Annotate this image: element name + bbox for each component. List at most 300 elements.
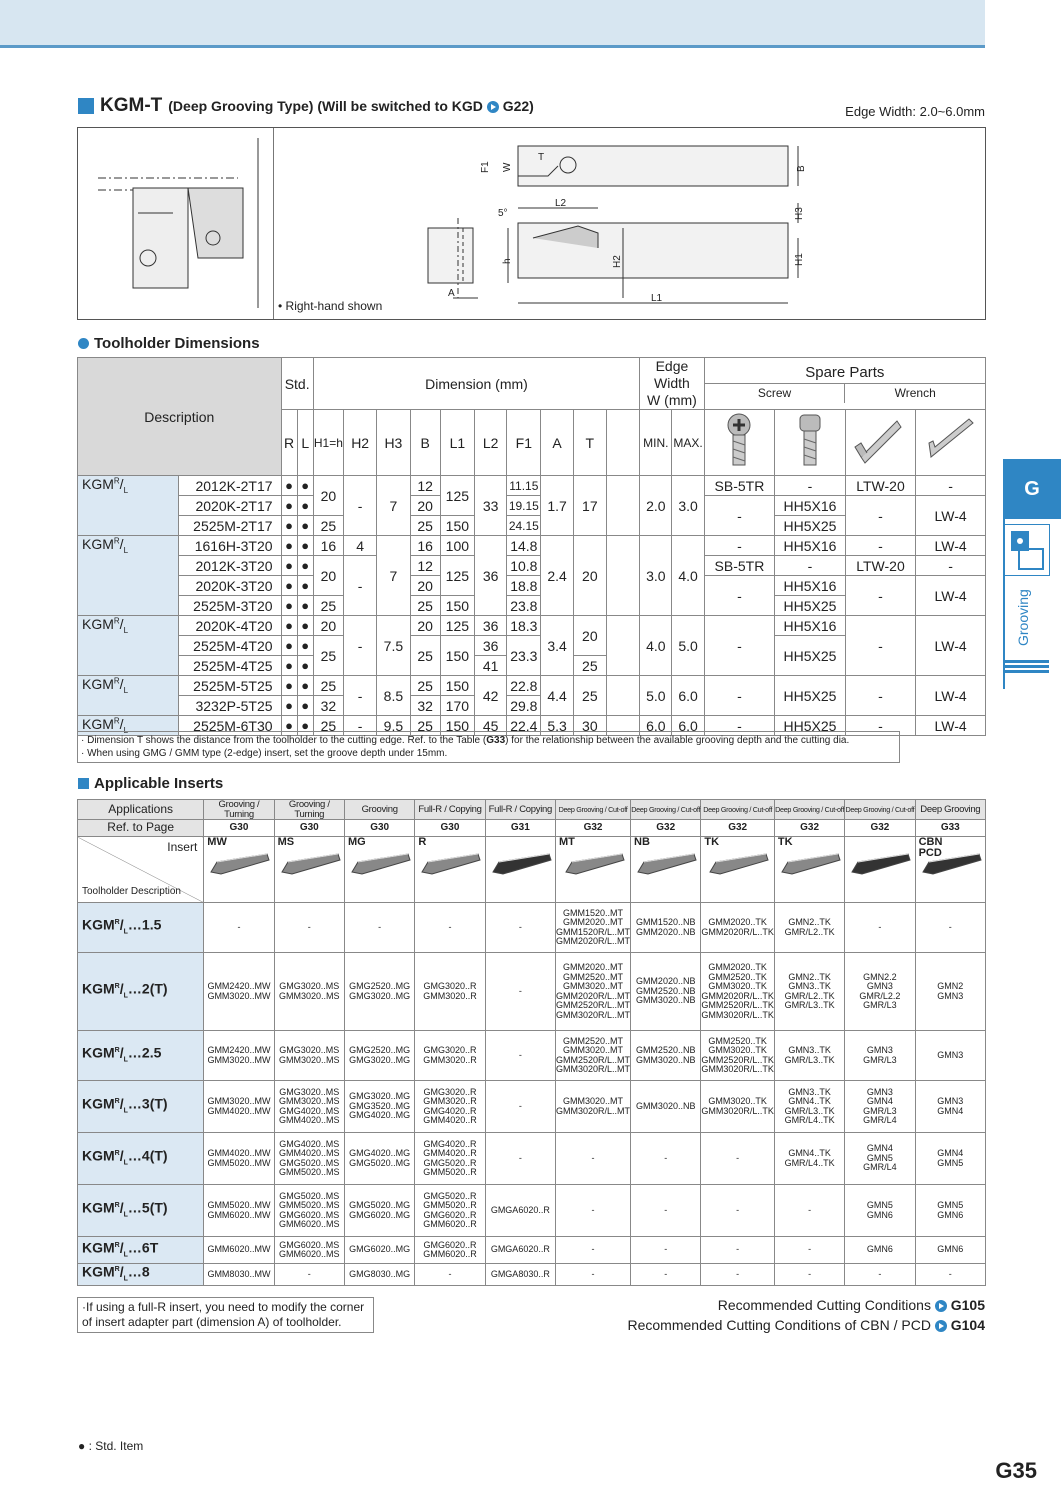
insert-image-cell: MT — [556, 837, 631, 903]
cell-a: 3.4 — [541, 616, 573, 676]
app-cell: Deep Grooving / Cut-off — [556, 800, 631, 820]
insert-icon — [209, 852, 271, 876]
insert-row — [78, 1081, 986, 1133]
cell-f1: 24.15 — [507, 516, 541, 536]
cell-b: 20 — [410, 576, 440, 596]
dim-label-h2: H2 — [612, 255, 623, 268]
cell-max: 4.0 — [672, 536, 704, 616]
cell-h3: 9.5 — [377, 716, 410, 736]
dim-label-a: A — [448, 288, 455, 299]
std-r: ● — [281, 696, 297, 716]
cell-x — [606, 476, 639, 536]
insert-row-desc: $KGM^R/_L\dots 2.5$ — [78, 1031, 204, 1081]
insert-icon — [350, 852, 412, 876]
kgm-label: $KGM^R/_L$ — [78, 616, 179, 676]
toolholder-code: 2012K-2T17 — [178, 476, 281, 496]
insert-cell: GMM4020..MW GMM5020..MW — [204, 1133, 274, 1185]
insert-image-cell: MG — [344, 837, 414, 903]
insert-cell: - — [415, 1264, 485, 1286]
cell-h3: 7 — [377, 536, 410, 616]
cell-b: 20 — [410, 496, 440, 516]
insert-cell: - — [774, 1237, 844, 1264]
insert-cell: GMN5 GMN6 — [845, 1185, 915, 1237]
cell-screw2: HH5X25 — [775, 516, 846, 536]
cell-screw2: HH5X16 — [775, 576, 846, 596]
cell-b: 25 — [410, 516, 440, 536]
std-l: ● — [297, 496, 313, 516]
insert-cell: - — [485, 1081, 555, 1133]
std-r: ● — [281, 576, 297, 596]
cell-t: 20 — [573, 616, 606, 656]
std-l: ● — [297, 616, 313, 636]
insert-image-cell — [845, 837, 915, 903]
app-cell: Grooving / Turning — [274, 800, 344, 820]
full-r-note: ·If using a full-R insert, you need to modify the corner of insert adapter part (dimension A) of toolholder. — [77, 1297, 374, 1333]
insert-icon — [780, 852, 842, 876]
insert-cell: GMM5020..MW GMM6020..MW — [204, 1185, 274, 1237]
insert-cell: - — [631, 1264, 701, 1286]
insert-cell: GMM2020..TK GMM2520..TK GMM3020..TK GMM2020R/L..TK GMM2520R/L..TK GMM3020R/L..TK — [701, 953, 775, 1031]
top-band — [0, 0, 985, 48]
cell-b: 12 — [410, 476, 440, 496]
insert-row-desc: $KGM^R/_L\dots 3(T)$ — [78, 1081, 204, 1133]
cell-wr1: - — [845, 536, 916, 556]
insert-cell: GMM3020..NB — [631, 1081, 701, 1133]
arrow-right-icon — [935, 1300, 947, 1312]
insert-cell: GMN4..TK GMR/L4..TK — [774, 1133, 844, 1185]
cell-f1: 19.15 — [507, 496, 541, 516]
insert-cell: GMN6 — [845, 1237, 915, 1264]
insert-cell: - — [485, 903, 555, 953]
insert-cell: GMN2..TK GMR/L2..TK — [774, 903, 844, 953]
insert-icon — [491, 852, 553, 876]
cell-max: 6.0 — [672, 676, 704, 716]
ref-link[interactable]: G32 — [631, 820, 701, 837]
cell-l1: 150 — [440, 596, 474, 616]
std-r: ● — [281, 556, 297, 576]
insert-cell: GMG6020..MS GMM6020..MS — [274, 1237, 344, 1264]
insert-cell: - — [556, 1264, 631, 1286]
cell-wr2: - — [916, 556, 986, 576]
insert-cell: - — [701, 1133, 775, 1185]
insert-image-cell: MW — [204, 837, 274, 903]
ref-link[interactable]: G30 — [204, 820, 274, 837]
app-cell: Deep Grooving / Cut-off — [631, 800, 701, 820]
insert-cell: GMG3020..MS GMM3020..MS — [274, 1031, 344, 1081]
std-r: ● — [281, 656, 297, 676]
cell-b: 25 — [410, 676, 440, 696]
toolholder-code: 2525M-6T30 — [178, 716, 281, 736]
cell-max: 6.0 — [672, 716, 704, 736]
cell-h2: - — [344, 616, 377, 676]
insert-cell: - — [485, 1133, 555, 1185]
dim-label-l1: L1 — [651, 293, 663, 304]
toolholder-table: Description Std. Dimension (mm) Edge Width W (mm) Spare Parts Screw Wrench R L H1=h H2 H3 B L1 L2 F1 A T MIN. MAX. $KGM^R/_L$ 2012K-2T17 ● ● 20 - 7 12 125 33 11.15 1.7 17 2.0 3.0 SB-5TR - LTW-20 - 2020K-2T17 ● ● 20 19.15 - HH5X16 - LW-4 2525M-2T17 ● ● 25 25 150 24.15 HH5X25 $KGM^R/_L$ 1616H-3T20 ● ● 16 4 7 16 100 36 14.8 2.4 20 3.0 4.0 - HH5X16 - LW-4 2012K-3T20 ● ● 20 - 12 125 10.8 SB-5TR - LTW-20 - 2020K-3T20 ● ● 20 18.8 - HH5X16 - LW-4 2525M-3T20 ● ● 25 25 150 23.8 HH5X25 $KGM^R/_L$ 2020K-4T20 ● ● 20 - 7.5 20 125 36 18.3 3.4 20 4.0 5.0 - HH5X16 - LW-4 2525M-4T20 ● ● 25 25 150 36 23.3 HH5X25 2525M-4T25 ● ● 41 25 $KGM^R/_L$ 2525M-5T25 ● ● 25 - 8.5 25 150 42 22.8 4.4 25 5.0 6.0 - HH5X25 - LW-4 3232P-5T25 ● ● 32 32 170 29.8 $KGM^R/_L$ 2525M-6T30 ● ● 25 - 9.5 25 150 45 22.4 5.3 30 6.0 6.0 - HH5X25 - LW-4 — [77, 357, 986, 736]
cell-h1: 32 — [313, 696, 343, 716]
std-r: ● — [281, 496, 297, 516]
insert-cell: - — [845, 903, 915, 953]
insert-cell: GMM1520..MT GMM2020..MT GMM1520R/L..MT GMM2020R/L..MT — [556, 903, 631, 953]
toolholder-code: 2020K-2T17 — [178, 496, 281, 516]
std-l: ● — [297, 556, 313, 576]
cell-f1: 10.8 — [507, 556, 541, 576]
app-cell: Full-R / Copying — [485, 800, 555, 820]
insert-cell: GMM2020..NB GMM2520..NB GMM3020..NB — [631, 953, 701, 1031]
insert-cell: - — [915, 1264, 985, 1286]
cell-l2: 36 — [474, 636, 506, 656]
insert-cell: GMM3020..MW GMM4020..MW — [204, 1081, 274, 1133]
cell-screw1: SB-5TR — [704, 476, 775, 496]
cell-h3: 7.5 — [377, 616, 410, 676]
insert-cell: GMG3020..R GMM3020..R — [415, 1031, 485, 1081]
insert-cell: GMN3 GMR/L3 — [845, 1031, 915, 1081]
cell-screw2: HH5X16 — [775, 536, 846, 556]
insert-cell: GMN6 — [915, 1237, 985, 1264]
cell-min: 5.0 — [640, 676, 672, 716]
wrench-hex-icon — [916, 410, 986, 476]
cell-min: 4.0 — [640, 616, 672, 676]
page-title: KGM-T (Deep Grooving Type) (Will be switched to KGD G22) — [78, 95, 534, 117]
cell-h3: 8.5 — [377, 676, 410, 716]
rec-cutting-conditions[interactable]: Recommended Cutting Conditions G105 — [717, 1297, 985, 1313]
cell-l1: 125 — [440, 556, 474, 596]
insert-cell: GMG4020..R GMM4020..R GMG5020..R GMM5020..R — [415, 1133, 485, 1185]
insert-cell: GMG5020..MS GMM5020..MS GMG6020..MS GMM6020..MS — [274, 1185, 344, 1237]
cell-l2: 36 — [474, 536, 506, 616]
app-cell: Deep Grooving / Cut-off — [774, 800, 844, 820]
insert-row-desc: $KGM^R/_L\dots 4(T)$ — [78, 1133, 204, 1185]
insert-cell: GMG3020..R GMM3020..R — [415, 953, 485, 1031]
insert-row — [78, 903, 986, 953]
cell-t: 30 — [573, 716, 606, 736]
cell-wr2: LW-4 — [916, 536, 986, 556]
cell-l1: 125 — [440, 616, 474, 636]
insert-cell: - — [701, 1185, 775, 1237]
insert-image-cell: TK — [701, 837, 775, 903]
insert-cell: GMG3020..MG GMG3520..MG GMG4020..MG — [344, 1081, 414, 1133]
app-cell: Grooving — [344, 800, 414, 820]
insert-cell: - — [485, 953, 555, 1031]
cell-b: 25 — [410, 716, 440, 736]
insert-cell: - — [774, 1185, 844, 1237]
cell-l2: 36 — [474, 616, 506, 636]
toolholder-row — [78, 676, 986, 696]
insert-cell: GMN2..TK GMN3..TK GMR/L2..TK GMR/L3..TK — [774, 953, 844, 1031]
ref-link[interactable]: G31 — [485, 820, 555, 837]
cell-l1: 150 — [440, 676, 474, 696]
dim-label-t: T — [538, 152, 545, 163]
cell-f1: 18.3 — [507, 616, 541, 636]
cell-b: 25 — [410, 636, 440, 676]
cell-l2: 42 — [474, 676, 506, 716]
insert-cell: GMN3 GMN4 — [915, 1081, 985, 1133]
cell-wr1: LTW-20 — [845, 476, 916, 496]
cell-h3: 7 — [377, 476, 410, 536]
cell-h2: - — [344, 556, 377, 616]
insert-image-cell: R — [415, 837, 485, 903]
ref-link[interactable]: G30 — [344, 820, 414, 837]
cell-wr1: - — [845, 616, 916, 676]
square-bullet-icon — [78, 778, 89, 789]
insert-cell: - — [485, 1031, 555, 1081]
cell-a: 2.4 — [541, 536, 573, 616]
insert-cell: - — [556, 1133, 631, 1185]
col-description: Description — [78, 358, 282, 476]
cell-wr2: LW-4 — [916, 576, 986, 616]
cell-b: 20 — [410, 616, 440, 636]
std-r: ● — [281, 676, 297, 696]
insert-cell: GMM2020..TK GMM2020R/L..TK — [701, 903, 775, 953]
cell-screw2: - — [775, 476, 846, 496]
std-r: ● — [281, 716, 297, 736]
cell-wr2: LW-4 — [916, 716, 986, 736]
kgm-label: $KGM^R/_L$ — [78, 536, 179, 616]
std-l: ● — [297, 636, 313, 656]
side-tab-g[interactable]: G — [1003, 459, 1061, 519]
toolholder-row — [78, 556, 986, 576]
ref-link[interactable]: G30 — [274, 820, 344, 837]
insert-cell: GMGA8030..R — [485, 1264, 555, 1286]
insert-cell: GMG3020..MS GMM3020..MS — [274, 953, 344, 1031]
insert-cell: GMG4020..MS GMM4020..MS GMG5020..MS GMM5020..MS — [274, 1133, 344, 1185]
dim-label-5deg: 5° — [498, 208, 508, 219]
cell-screw1: - — [704, 716, 775, 736]
insert-image-cell — [485, 837, 555, 903]
rec-cutting-conditions-cbn[interactable]: Recommended Cutting Conditions of CBN / PCD G104 — [627, 1317, 985, 1333]
insert-cell: GMG6020..R GMM6020..R — [415, 1237, 485, 1264]
edge-width-label: Edge Width: 2.0~6.0mm — [845, 104, 985, 119]
insert-cell: GMM2420..MW GMM3020..MW — [204, 1031, 274, 1081]
ref-link[interactable]: G32 — [556, 820, 631, 837]
insert-cell: GMM2520..TK GMM3020..TK GMM2520R/L..TK GMM3020R/L..TK — [701, 1031, 775, 1081]
std-r: ● — [281, 636, 297, 656]
insert-cell: GMG4020..MG GMG5020..MG — [344, 1133, 414, 1185]
cell-f1: 18.8 — [507, 576, 541, 596]
page-number: G35 — [995, 1458, 1037, 1483]
cell-l2: 41 — [474, 656, 506, 676]
insert-cell: - — [631, 1185, 701, 1237]
std-r: ● — [281, 476, 297, 496]
cell-l1: 125 — [440, 476, 474, 516]
insert-cell: GMN3 GMN4 GMR/L3 GMR/L4 — [845, 1081, 915, 1133]
dim-label-f1: F1 — [480, 161, 491, 173]
cell-a: 1.7 — [541, 476, 573, 536]
cell-l2: 45 — [474, 716, 506, 736]
insert-icon — [564, 852, 626, 876]
side-tab-bars — [1003, 660, 1049, 675]
insert-cell: GMM1520..NB GMM2020..NB — [631, 903, 701, 953]
insert-row-desc: $KGM^R/_L\dots 6T$ — [78, 1237, 204, 1264]
toolholder-code: 3232P-5T25 — [178, 696, 281, 716]
insert-cell: GMG3020..MS GMM3020..MS GMG4020..MS GMM4020..MS — [274, 1081, 344, 1133]
toolholder-code: 2525M-5T25 — [178, 676, 281, 696]
cell-wr2: LW-4 — [916, 616, 986, 676]
toolholder-code: 2012K-3T20 — [178, 556, 281, 576]
cell-t: 20 — [573, 536, 606, 616]
ref-link-g22[interactable]: G22 — [502, 98, 530, 114]
cell-wr1: - — [845, 676, 916, 716]
insert-cell: - — [701, 1237, 775, 1264]
toolholder-row — [78, 536, 986, 556]
cell-h2: - — [344, 476, 377, 536]
insert-row-desc: $KGM^R/_L\dots 8$ — [78, 1264, 204, 1286]
applications-label: Applications — [78, 800, 204, 820]
cell-l1: 150 — [440, 636, 474, 676]
insert-cell: GMM2520..NB GMM3020..NB — [631, 1031, 701, 1081]
ref-link[interactable]: G30 — [415, 820, 485, 837]
cell-h1: 25 — [313, 636, 343, 676]
ref-label: Ref. to Page — [78, 820, 204, 837]
cell-h1: 25 — [313, 676, 343, 696]
cell-b: 25 — [410, 596, 440, 616]
cell-f1: 22.8 — [507, 676, 541, 696]
cell-wr1: - — [845, 496, 916, 536]
insert-image-cell: MS — [274, 837, 344, 903]
std-r: ● — [281, 616, 297, 636]
insert-cell: GMM6020..MW — [204, 1237, 274, 1264]
insert-row — [78, 953, 986, 1031]
cell-h1: 25 — [313, 516, 343, 536]
cell-screw2: HH5X16 — [775, 496, 846, 516]
insert-cell: - — [344, 903, 414, 953]
toolholder-code: 2020K-3T20 — [178, 576, 281, 596]
kgm-label: $KGM^R/_L$ — [78, 476, 179, 536]
wrench-torx-icon — [845, 410, 916, 476]
cell-f1: 14.8 — [507, 536, 541, 556]
insert-row — [78, 1031, 986, 1081]
toolholder-code: 2525M-3T20 — [178, 596, 281, 616]
arrow-right-icon — [487, 101, 499, 113]
cell-h1: 20 — [313, 476, 343, 516]
cell-wr2: LW-4 — [916, 496, 986, 536]
insert-cell: - — [845, 1264, 915, 1286]
toolholder-code: 2020K-4T20 — [178, 616, 281, 636]
insert-cell: GMM2420..MW GMM3020..MW — [204, 953, 274, 1031]
insert-cell: GMM2520..MT GMM3020..MT GMM2520R/L..MT GMM3020R/L..MT — [556, 1031, 631, 1081]
std-l: ● — [297, 536, 313, 556]
app-cell: Deep Grooving / Cut-off — [701, 800, 775, 820]
app-cell: Full-R / Copying — [415, 800, 485, 820]
insert-cell: GMN2 GMN3 — [915, 953, 985, 1031]
screw-torx-icon — [704, 410, 775, 476]
toolholder-row — [78, 576, 986, 596]
dim-label-h1: H1 — [794, 253, 805, 266]
cell-screw2: HH5X16 — [775, 616, 846, 636]
cell-screw2: HH5X25 — [775, 636, 846, 676]
dim-label-h: h — [502, 258, 513, 264]
cell-f1: 23.3 — [507, 636, 541, 676]
insert-icon — [280, 852, 342, 876]
cell-h2: 4 — [344, 536, 377, 556]
dim-label-b: B — [796, 165, 807, 172]
insert-cell: GMG2520..MG GMG3020..MG — [344, 953, 414, 1031]
insert-cell: GMG5020..MG GMG6020..MG — [344, 1185, 414, 1237]
cell-screw2: - — [775, 556, 846, 576]
insert-image-cell: TK — [774, 837, 844, 903]
cell-h2: - — [344, 676, 377, 716]
insert-cell: - — [774, 1264, 844, 1286]
side-tab-label: Grooving — [1015, 589, 1031, 646]
insert-cell: GMN2.2 GMN3 GMR/L2.2 GMR/L3 — [845, 953, 915, 1031]
cell-wr2: LW-4 — [916, 676, 986, 716]
cell-screw1: - — [704, 616, 775, 676]
std-l: ● — [297, 476, 313, 496]
app-cell: Deep Grooving — [915, 800, 985, 820]
toolholder-code: 2525M-4T20 — [178, 636, 281, 656]
dim-label-l2: L2 — [555, 198, 567, 209]
insert-row-desc: $KGM^R/_L\dots 5(T)$ — [78, 1185, 204, 1237]
cell-h1: 20 — [313, 556, 343, 596]
insert-cell: - — [631, 1237, 701, 1264]
insert-cell: - — [204, 903, 274, 953]
cell-x — [606, 616, 639, 676]
cell-l1: 170 — [440, 696, 474, 716]
ref-link[interactable]: G32 — [774, 820, 844, 837]
cell-x — [606, 676, 639, 716]
cell-min: 3.0 — [640, 536, 672, 616]
insert-row — [78, 1133, 986, 1185]
cell-l1: 100 — [440, 536, 474, 556]
insert-cell: - — [274, 903, 344, 953]
technical-drawing — [78, 128, 987, 321]
ref-link[interactable]: G32 — [701, 820, 775, 837]
ref-link[interactable]: G33 — [915, 820, 985, 837]
cell-screw1: - — [704, 496, 775, 536]
insert-cell: GMG2520..MG GMG3020..MG — [344, 1031, 414, 1081]
insert-cell: GMN3..TK GMN4..TK GMR/L3..TK GMR/L4..TK — [774, 1081, 844, 1133]
cell-wr1: LTW-20 — [845, 556, 916, 576]
cell-f1: 22.4 — [507, 716, 541, 736]
insert-icon — [708, 852, 770, 876]
insert-image-cell: CBN PCD — [915, 837, 985, 903]
cell-f1: 29.8 — [507, 696, 541, 716]
cell-wr1: - — [845, 576, 916, 616]
cell-a: 4.4 — [541, 676, 573, 716]
insert-cell: GMG8030..MG — [344, 1264, 414, 1286]
std-l: ● — [297, 696, 313, 716]
insert-row-desc: $KGM^R/_L\dots 1.5$ — [78, 903, 204, 953]
cell-f1: 11.15 — [507, 476, 541, 496]
cell-wr2: - — [916, 476, 986, 496]
cell-h1: 16 — [313, 536, 343, 556]
insert-corner: Insert Toolholder Description — [78, 837, 204, 903]
insert-icon — [636, 852, 698, 876]
ref-link[interactable]: G32 — [845, 820, 915, 837]
section-inserts: Applicable Inserts — [78, 775, 223, 792]
cell-t: 25 — [573, 676, 606, 716]
toolholder-code: 1616H-3T20 — [178, 536, 281, 556]
bullet-icon — [78, 338, 89, 349]
std-l: ● — [297, 596, 313, 616]
cell-a: 5.3 — [541, 716, 573, 736]
cell-screw2: HH5X25 — [775, 596, 846, 616]
cell-h1: 25 — [313, 716, 343, 736]
cell-h2: - — [344, 716, 377, 736]
std-l: ● — [297, 676, 313, 696]
insert-cell: GMGA6020..R — [485, 1185, 555, 1237]
insert-cell: - — [556, 1185, 631, 1237]
dim-label-w: W — [502, 162, 513, 172]
cell-l1: 150 — [440, 716, 474, 736]
toolholder-row — [78, 476, 986, 496]
insert-cell: GMN5 GMN6 — [915, 1185, 985, 1237]
drawing-box — [77, 127, 986, 320]
cell-b: 16 — [410, 536, 440, 556]
insert-cell: GMG3020..R GMM3020..R GMG4020..R GMM4020..R — [415, 1081, 485, 1133]
insert-icon — [420, 852, 482, 876]
toolholder-row — [78, 496, 986, 516]
cell-b: 12 — [410, 556, 440, 576]
